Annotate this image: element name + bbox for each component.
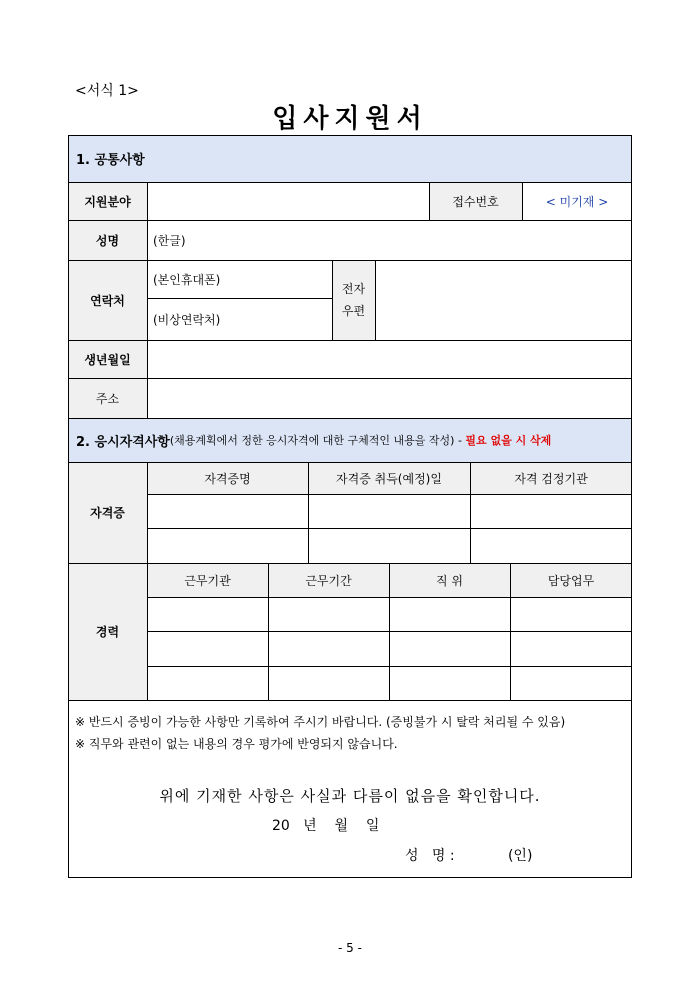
career-col-org: 근무기관 xyxy=(184,573,231,588)
birth-date-label: 생년월일 xyxy=(84,352,131,367)
email-label xyxy=(332,260,375,340)
emergency-contact-input[interactable]: (비상연락처) xyxy=(153,312,221,327)
cert-row1-date-input[interactable] xyxy=(309,495,470,528)
section2-note: (채용계획에서 정한 응시자격에 대한 구체적인 내용을 작성) xyxy=(169,434,455,447)
name-label: 성명 xyxy=(95,233,120,248)
career-row1-position-input[interactable] xyxy=(390,598,510,631)
career-row3-org-input[interactable] xyxy=(148,667,268,700)
career-row1-duty-input[interactable] xyxy=(511,598,632,631)
career-row2-period-input[interactable] xyxy=(269,632,389,666)
cert-col-name: 자격증명 xyxy=(204,471,251,486)
career-row1-org-input[interactable] xyxy=(148,598,268,631)
cert-row1-agency-input[interactable] xyxy=(471,495,632,528)
form-number-label: <서식 1> xyxy=(75,83,139,99)
career-row3-period-input[interactable] xyxy=(269,667,389,700)
cert-row2-agency-input[interactable] xyxy=(471,529,632,563)
cert-label: 자격증 xyxy=(90,506,125,520)
name-input[interactable]: (한글) xyxy=(153,233,186,248)
career-col-position: 직 위 xyxy=(436,573,463,588)
section1-title: 1. 공통사항 xyxy=(76,153,145,168)
career-row2-position-input[interactable] xyxy=(390,632,510,666)
career-row2-org-input[interactable] xyxy=(148,632,268,666)
apply-field-input[interactable] xyxy=(148,183,429,220)
signature-line: 성 명 : (인) xyxy=(405,848,533,864)
date-line: 20 년 월 일 xyxy=(272,818,380,834)
birth-date-input[interactable] xyxy=(148,341,632,378)
career-row2-duty-input[interactable] xyxy=(511,632,632,666)
career-row3-duty-input[interactable] xyxy=(511,667,632,700)
mobile-phone-input[interactable]: (본인휴대폰) xyxy=(153,272,221,287)
career-row3-position-input[interactable] xyxy=(390,667,510,700)
cert-col-date: 자격증 취득(예정)일 xyxy=(336,471,442,486)
address-input[interactable] xyxy=(148,379,632,418)
career-row1-period-input[interactable] xyxy=(269,598,389,631)
confirmation-statement: 위에 기재한 사항은 사실과 다름이 없음을 확인합니다. xyxy=(159,787,541,805)
email-label-line2: 우편 xyxy=(341,304,366,318)
receipt-no-value: < 미기재 > xyxy=(545,194,609,209)
cert-row2-date-input[interactable] xyxy=(309,529,470,563)
career-col-duty: 담당업무 xyxy=(547,573,595,588)
evidence-note: ※ 반드시 증빙이 가능한 사항만 기록하여 주시기 바랍니다. (증빙불가 시 탈락 처리될 수 있음) xyxy=(75,715,566,729)
contact-label: 연락처 xyxy=(90,293,125,308)
page-number: - 5 - xyxy=(338,941,362,955)
relevance-note: ※ 직무와 관련이 없는 내용의 경우 평가에 반영되지 않습니다. xyxy=(75,737,398,751)
career-label: 경력 xyxy=(95,625,120,639)
section2-title-row xyxy=(68,418,632,462)
email-input[interactable] xyxy=(376,261,632,340)
section2-dash: - xyxy=(454,433,466,447)
delete-note: 필요 없을 시 삭제 xyxy=(465,434,552,447)
cert-row2-name-input[interactable] xyxy=(148,529,308,563)
cert-row1-name-input[interactable] xyxy=(148,495,308,528)
address-label: 주소 xyxy=(95,391,120,406)
email-label-line1: 전자 xyxy=(341,282,366,296)
apply-field-label: 지원분야 xyxy=(84,194,131,209)
cert-col-agency: 자격 검정기관 xyxy=(514,471,588,486)
career-col-period: 근무기간 xyxy=(305,573,352,588)
section2-title: 2. 응시자격사항 xyxy=(76,434,170,450)
receipt-no-label: 접수번호 xyxy=(452,194,499,209)
document-title: 입사지원서 xyxy=(272,104,428,134)
